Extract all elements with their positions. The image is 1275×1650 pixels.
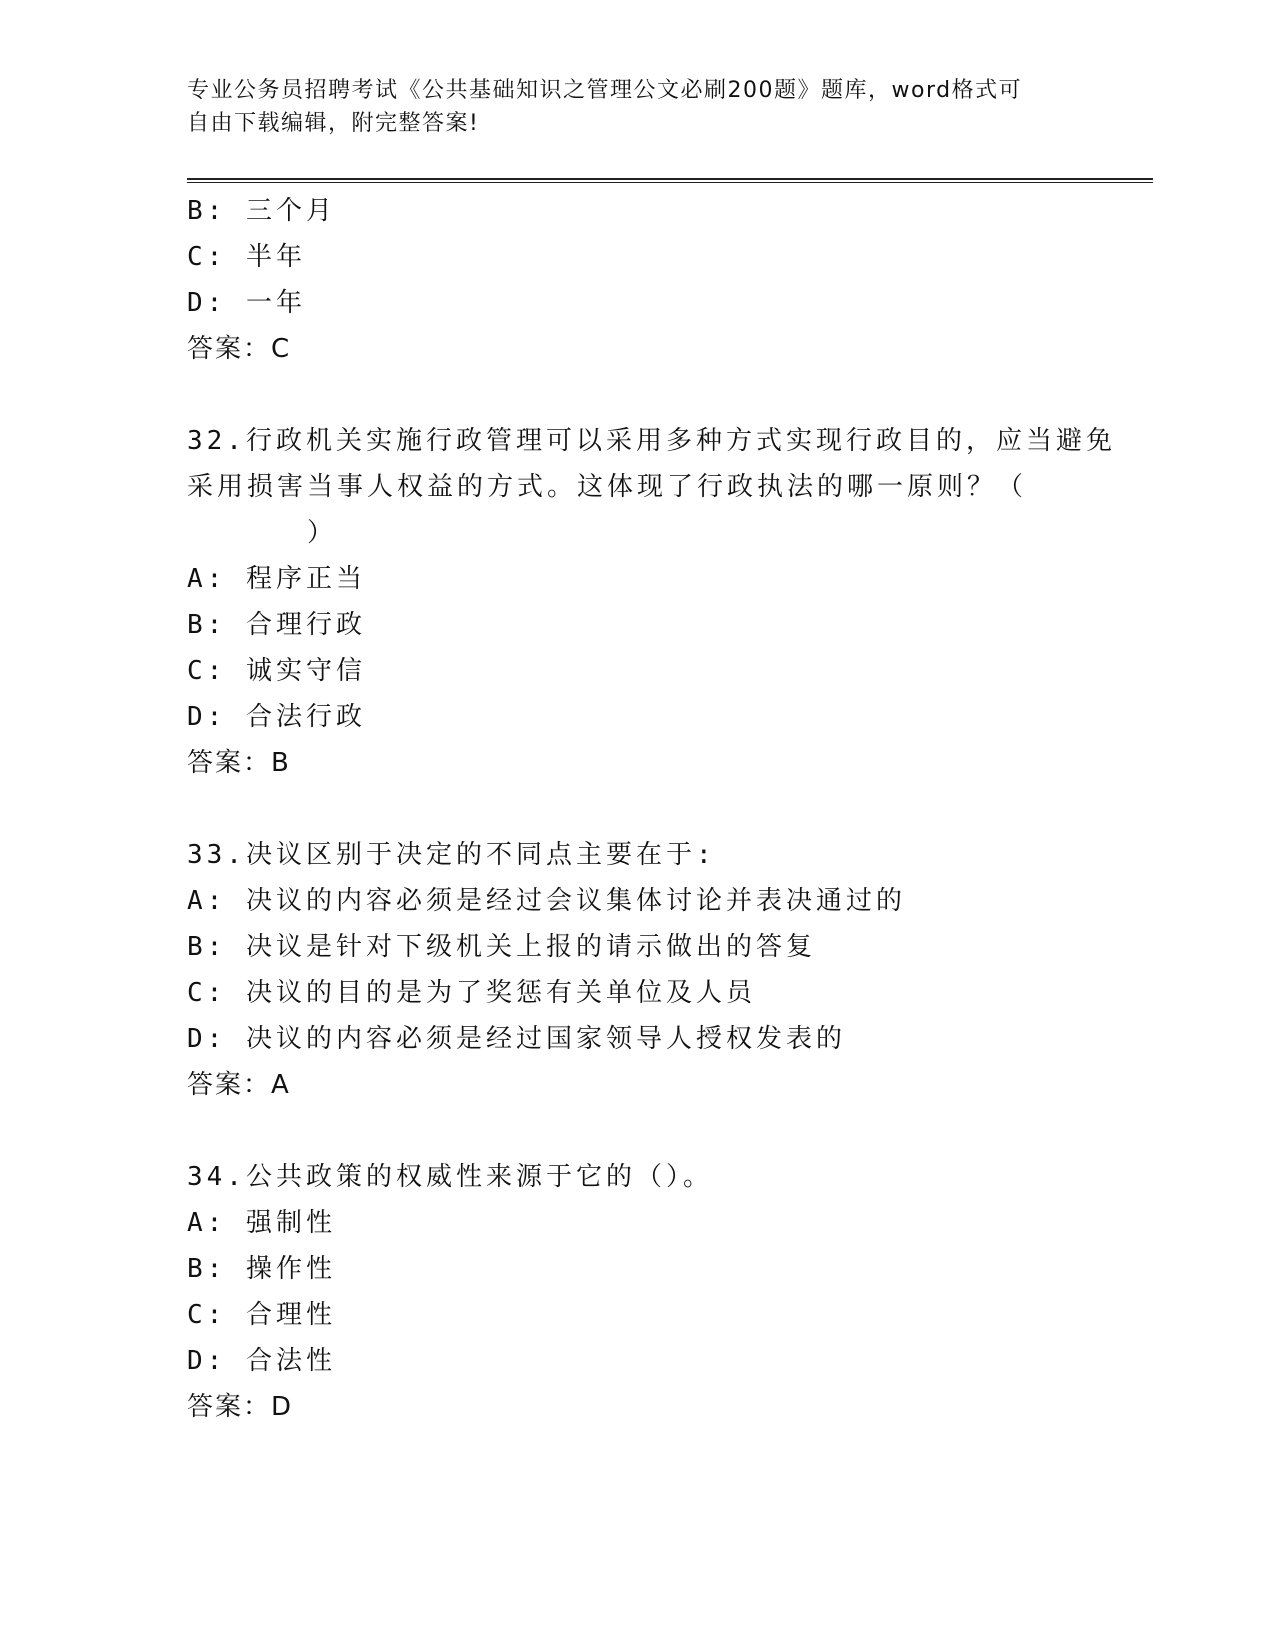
option-a: A: 强制性 [187,1208,336,1238]
question-34 [187,1154,1087,1430]
question-34-stem: 34.公共政策的权威性来源于它的（）。 [187,1162,713,1192]
question-33 [187,832,1087,1108]
question-spacer [187,1108,1087,1154]
document-header [187,74,1067,140]
question-32-stem-line-3: ） [307,518,338,548]
option-a: A: 程序正当 [187,564,366,594]
option-d: D: 决议的内容必须是经过国家领导人授权发表的 [187,1024,846,1054]
header-divider-thick [187,178,1153,180]
question-content [187,188,1116,1430]
header-divider-thin [187,182,1153,183]
header-title-line-1: 专业公务员招聘考试《公共基础知识之管理公文必刷200题》题库，word格式可 [187,78,1023,103]
header-title-line-2: 自由下载编辑，附完整答案! [187,111,480,136]
option-b: B: 合理行政 [187,610,366,640]
option-d: D: 合法性 [187,1346,336,1376]
question-32 [187,418,1116,786]
option-c: C: 半年 [187,242,306,272]
question-spacer [187,372,1087,418]
prev-question-block [187,188,1087,372]
question-spacer [187,786,1087,832]
option-a: A: 决议的内容必须是经过会议集体讨论并表决通过的 [187,886,906,916]
answer-line: 答案：D [187,1392,294,1422]
question-33-stem: 33.决议区别于决定的不同点主要在于: [187,840,716,870]
answer-line: 答案：C [187,334,292,364]
option-d: D: 合法行政 [187,702,366,732]
answer-line: 答案：B [187,748,291,778]
question-32-stem-line-2: 采用损害当事人权益的方式。这体现了行政执法的哪一原则？（ [187,472,1028,502]
option-c: C: 诚实守信 [187,656,366,686]
option-b: B: 决议是针对下级机关上报的请示做出的答复 [187,932,816,962]
option-c: C: 决议的目的是为了奖惩有关单位及人员 [187,978,756,1008]
option-b: B: 三个月 [187,196,336,226]
answer-line: 答案：A [187,1070,291,1100]
question-32-stem-line-1: 32.行政机关实施行政管理可以采用多种方式实现行政目的，应当避免 [187,426,1116,456]
option-b: B: 操作性 [187,1254,336,1284]
option-d: D: 一年 [187,288,306,318]
option-c: C: 合理性 [187,1300,336,1330]
